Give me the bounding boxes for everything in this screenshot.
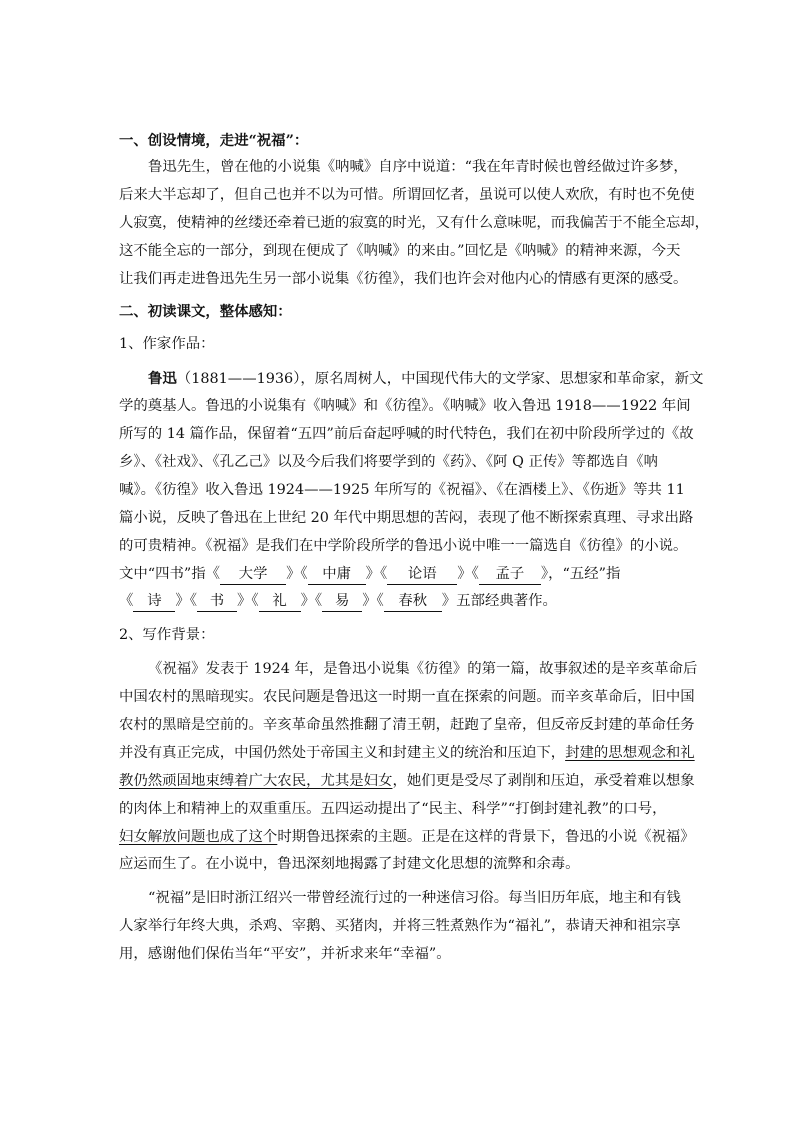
paragraph-line: 农村的黑暗是空前的。辛亥革命虽然推翻了清王朝，赶跑了皇帝，但反帝反封建的革命任务 <box>119 717 695 734</box>
five-classics-line: 《 诗 》《 书 》《 礼 》《 易 》《 春秋 》五部经典著作。 <box>119 588 679 616</box>
paragraph-line: 的可贵精神。《祝福》是我们在中学阶段所学的鲁迅小说中唯一一篇选自《彷徨》的小说。 <box>119 537 688 554</box>
five-classics-answer: 书 <box>197 591 237 612</box>
five-classics-tail: 五部经典著作。 <box>456 593 557 610</box>
paragraph-line: 乡》、《社戏》、《孔乙己》以及今后我们将要学到的《药》、《阿 Q 正传》等都选自《呐 <box>119 454 658 471</box>
paragraph-line: “祝福”是旧时浙江绍兴一带曾经流行过的一种迷信习俗。每当旧历年底，地主和有钱 <box>148 890 681 907</box>
paragraph-line: 《祝福》发表于 1924 年，是鲁迅小说集《彷徨》的第一篇，故事叙述的是辛亥革命后 <box>148 661 698 678</box>
paragraph-line: 这不能全忘的一部分，到现在便成了《呐喊》的来由。”回忆是《呐喊》的精神来源，今天 <box>119 242 681 259</box>
four-books-answer: 孟子 <box>479 564 541 585</box>
paragraph-line: 应运而生了。在小说中，鲁迅深刻地揭露了封建文化思想的流弊和余毒。 <box>119 856 580 873</box>
underlined-text: 封建的思想观念和礼 <box>565 744 695 761</box>
paragraph-line: 人家举行年终大典，杀鸡、宰鹅、买猪肉，并将三牲煮熟作为“福礼”，恭请天神和祖宗享 <box>119 918 681 935</box>
four-books-answer: 中庸 <box>308 564 366 585</box>
paragraph-line: 人寂寞，使精神的丝缕还牵着已逝的寂寞的时光，又有什么意味呢，而我偏苦于不能全忘却， <box>119 214 710 231</box>
section-2-heading: 二、初读课文，整体感知： <box>119 303 292 321</box>
paragraph-line <box>119 740 695 768</box>
underlined-text: 妇女解放问题也成了这个 <box>119 828 278 845</box>
paragraph-line: 篇小说，反映了鲁迅在上世纪 20 年代中期思想的苦闷，表现了他不断探索真理、寻求出路 <box>119 509 694 526</box>
four-books-answer: 论语 <box>387 564 457 585</box>
paragraph-line: 后来大半忘却了，但自己也并不以为可惜。所谓回忆者，虽说可以使人欢欣，有时也不免使 <box>119 186 695 203</box>
paragraph-line: 所写的 14 篇作品，保留着“五四”前后奋起呼喊的时代特色，我们在初中阶段所学过的《故 <box>119 426 694 443</box>
five-classics-answer: 礼 <box>259 591 301 612</box>
document-page <box>119 128 710 969</box>
subheading-author: 1、作家作品： <box>119 336 215 353</box>
five-classics-answer: 春秋 <box>384 591 442 612</box>
underlined-text: 教仍然顽固地束缚着广大农民，尤其是妇女 <box>119 772 393 789</box>
paragraph-line <box>119 768 695 796</box>
paragraph-line <box>119 824 695 852</box>
four-books-answer: 大学 <box>220 564 286 585</box>
four-books-line: 文中“四书”指《 大学 》《 中庸 》《 论语 》《 孟子 》，“五经”指 <box>119 561 679 589</box>
five-classics-answer: 易 <box>322 591 362 612</box>
paragraph-line: 用，感谢他们保佑当年“平安”，并祈求来年“幸福”。 <box>119 946 451 963</box>
plain-text: 时期鲁迅探索的主题。正是在这样的背景下，鲁迅的小说《祝福》 <box>277 828 695 845</box>
four-books-intro: 文中“四书”指 <box>119 565 206 582</box>
author-bio-first-line <box>119 365 704 393</box>
paragraph-line: 让我们再走进鲁迅先生另一部小说集《彷徨》，我们也许会对他内心的情感有更深的感受。 <box>119 270 688 287</box>
paragraph-line: 喊》。《彷徨》收入鲁迅 1924——1925 年所写的《祝福》、《在酒楼上》、《伤逝》等共 11 <box>119 481 685 498</box>
five-classics-answer: 诗 <box>133 591 175 612</box>
section-1-heading: 一、创设情境，走进“祝福”： <box>119 132 309 149</box>
author-name: 鲁迅 <box>148 370 177 388</box>
paragraph-line: 鲁迅先生，曾在他的小说集《呐喊》自序中说道：“我在年青时候也曾经做过许多梦， <box>148 159 688 175</box>
plain-text: 并没有真正完成，中国仍然处于帝国主义和封建主义的统治和压迫下， <box>119 744 566 761</box>
five-classics-intro: ，“五经”指 <box>548 565 621 582</box>
plain-text: ，她们更是受尽了剥削和压迫，承受着难以想象 <box>392 772 695 789</box>
paragraph-line: 中国农村的黑暗现实。农民问题是鲁迅这一时期一直在探索的问题。而辛亥革命后，旧中国 <box>119 689 695 706</box>
author-bio-text: （1881——1936），原名周树人，中国现代伟大的文学家、思想家和革命家，新文 <box>176 371 704 388</box>
paragraph-line: 的肉体上和精神上的双重重压。五四运动提出了“民主、科学”“打倒封建礼教”的口号， <box>119 800 667 817</box>
subheading-background: 2、写作背景： <box>119 627 215 644</box>
paragraph-line: 学的奠基人。鲁迅的小说集有《呐喊》和《彷徨》。《呐喊》收入鲁迅 1918——1922 年间 <box>119 398 691 415</box>
